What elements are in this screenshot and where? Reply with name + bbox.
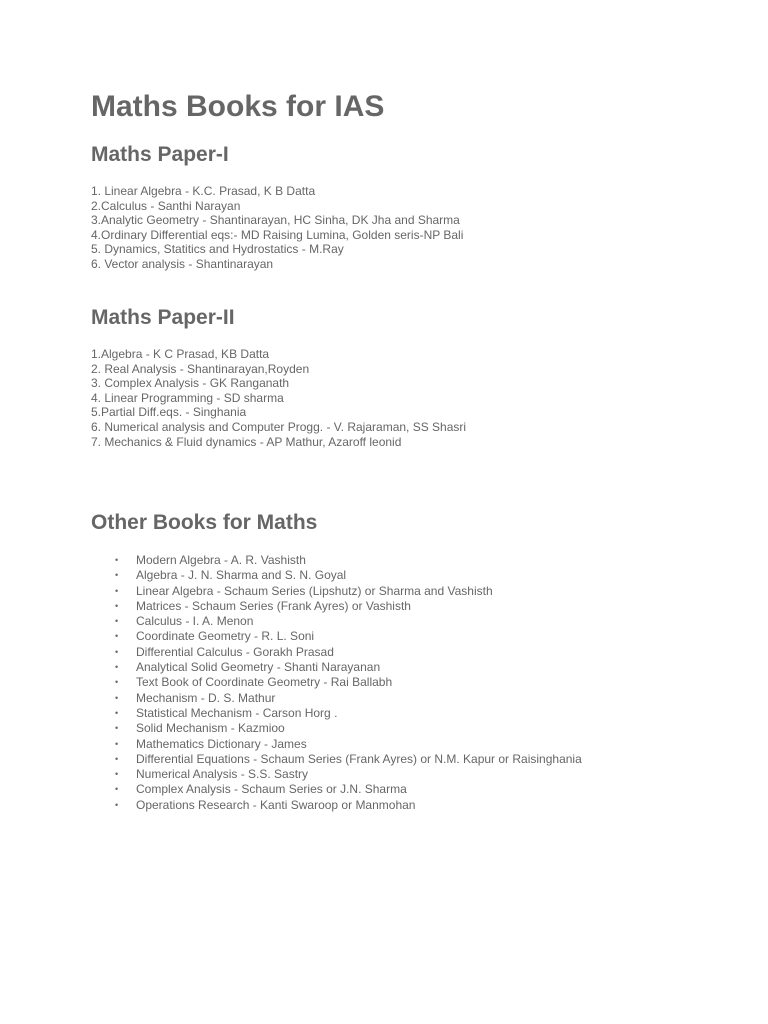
list-item: 1.Algebra - K C Prasad, KB Datta [91,347,270,361]
list-item [91,584,582,599]
list-item-text: Differential Calculus - Gorakh Prasad [136,644,334,659]
list-item [91,629,582,644]
list-item-text: Complex Analysis - Schaum Series or J.N. Sharma [136,782,407,797]
list-item [91,798,582,813]
list-item [91,660,582,675]
bullet-icon: • [115,769,119,780]
list-item [91,737,582,752]
bullet-icon: • [115,784,119,795]
list-item: 6. Vector analysis - Shantinarayan [91,256,274,271]
list-item-text: Statistical Mechanism - Carson Horg . [136,705,338,720]
list-item: 7. Mechanics & Fluid dynamics - AP Mathur, Azaroff leonid [91,434,402,449]
list-item [91,721,582,736]
list-item: 3. Complex Analysis - GK Ranganath [91,376,290,391]
list-item-text: Coordinate Geometry - R. L. Soni [136,629,315,644]
list-item-text: Numerical Analysis - S.S. Sastry [136,767,309,782]
list-item [91,614,582,629]
heading-other-books: Other Books for Maths [91,511,318,534]
list-item: 5.Partial Diff.eqs. - Singhania [91,405,247,420]
list-item-text: Text Book of Coordinate Geometry - Rai Ballabh [136,675,393,690]
list-item [91,645,582,660]
bullet-icon: • [115,646,119,657]
paper-1-list [91,184,463,272]
list-item [91,599,582,614]
list-item [91,568,582,583]
list-item-text: Analytical Solid Geometry - Shanti Narayanan [136,660,381,675]
list-item [91,767,582,782]
list-item [91,752,582,767]
bullet-icon: • [115,662,119,673]
other-books-list [91,553,582,813]
list-item: 5. Dynamics, Statitics and Hydrostatics - M.Ray [91,242,344,257]
bullet-icon: • [115,555,119,565]
page-title: Maths Books for IAS [91,90,385,123]
bullet-icon: • [115,707,119,718]
bullet-icon: • [115,631,119,642]
heading-paper-2: Maths Paper-II [91,306,235,329]
bullet-icon: • [115,738,119,749]
list-item: 4.Ordinary Differential eqs:- MD Raising Lumina, Golden seris-NP Bali [91,227,464,242]
list-item-text: Solid Mechanism - Kazmioo [136,721,285,736]
list-item-text: Calculus - I. A. Menon [136,614,254,629]
list-item: 1. Linear Algebra - K.C. Prasad, K B Datta [91,184,316,198]
list-item [91,782,582,797]
list-item: 4. Linear Programming - SD sharma [91,390,284,405]
list-item-text: Mechanism - D. S. Mathur [136,690,276,705]
bullet-icon: • [115,677,119,688]
list-item [91,691,582,706]
bullet-icon: • [115,600,119,611]
list-item [91,553,582,568]
list-item-text: Differential Equations - Schaum Series (Frank Ayres) or N.M. Kapur or Raisinghania [136,751,582,766]
bullet-icon: • [115,585,119,596]
paper-2-list [91,347,466,449]
list-item: 6. Numerical analysis and Computer Progg. - V. Rajaraman, SS Shasri [91,419,467,434]
list-item [91,706,582,721]
bullet-icon: • [115,570,119,581]
bullet-icon: • [115,723,119,734]
bullet-icon: • [115,692,119,703]
list-item-text: Modern Algebra - A. R. Vashisth [136,553,306,567]
list-item-text: Operations Research - Kanti Swaroop or Manmohan [136,797,416,812]
list-item: 3.Analytic Geometry - Shantinarayan, HC Sinha, DK Jha and Sharma [91,213,460,228]
list-item-text: Algebra - J. N. Sharma and S. N. Goyal [136,568,347,583]
list-item-text: Matrices - Schaum Series (Frank Ayres) or Vashisth [136,598,411,613]
list-item [91,675,582,690]
list-item-text: Mathematics Dictionary - James [136,736,307,751]
list-item-text: Linear Algebra - Schaum Series (Lipshutz) or Sharma and Vashisth [136,583,493,598]
list-item: 2.Calculus - Santhi Narayan [91,198,241,213]
list-item: 2. Real Analysis - Shantinarayan,Royden [91,361,310,376]
bullet-icon: • [115,799,119,810]
bullet-icon: • [115,753,119,764]
bullet-icon: • [115,616,119,627]
heading-paper-1: Maths Paper-I [91,143,229,166]
